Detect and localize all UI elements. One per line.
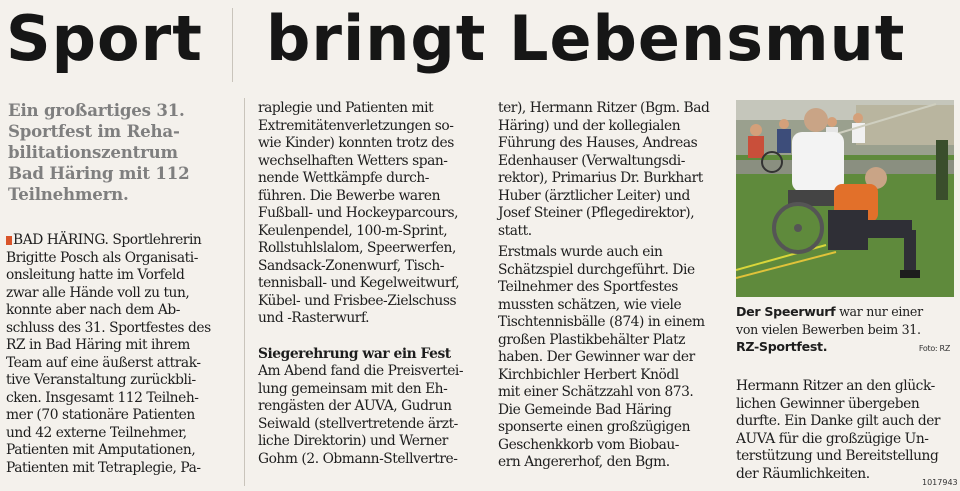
text-line: konnte aber nach dem Ab- [6, 302, 180, 318]
text-line: wechselhaften Wetters span- [258, 152, 448, 169]
photo-credit: Foto: RZ [918, 344, 950, 353]
text-line: Sandsack-Zonenwurf, Tisch- [258, 257, 444, 274]
text-line: Kirchbichler Herbert Knödl [498, 366, 679, 383]
text-line: Erstmals wurde auch ein [498, 244, 663, 260]
text-line: mussten schätzen, wie viele [498, 296, 682, 313]
text-line: und 42 externe Teilnehmer, [6, 424, 187, 441]
subheadline-line: Sportfest im Reha- [8, 121, 180, 141]
text-line: AUVA für die großzügige Un- [736, 430, 929, 447]
text-line: onsleitung hatte im Vorfeld [6, 267, 185, 283]
section-heading: Siegerehrung war ein Fest [258, 345, 451, 362]
marker-icon [6, 236, 12, 245]
text-line: Keulenpendel, 100-m-Sprint, [258, 222, 448, 239]
caption-text: war nur einer [839, 304, 923, 319]
text-line: nende Wettkämpfe durch- [258, 170, 430, 186]
text-line: Seiwald (stellvertretende ärzt- [258, 415, 458, 432]
text-line: tennisball- und Kegelweitwurf, [258, 275, 460, 291]
text-line: Häring) und der kollegialen [498, 117, 681, 134]
text-line: zwar alle Hände voll zu tun, [6, 284, 190, 301]
text-line: Die Gemeinde Bad Häring [498, 401, 672, 418]
caption-line: von vielen Bewerben beim 31. [736, 321, 921, 337]
column-4 [736, 378, 954, 483]
text-line: statt. [498, 222, 532, 239]
text-line: Tischtennisbälle (874) in einem [498, 314, 705, 330]
text-line [6, 232, 222, 250]
text-line: durfte. Ein Danke gilt auch der [736, 413, 941, 429]
text-line: Josef Steiner (Pflegedirektor), [498, 205, 695, 221]
text-line: Patienten mit Amputationen, [6, 442, 196, 458]
text-line: Patienten mit Tetraplegie, Pa- [6, 459, 201, 476]
text-line: ter), Hermann Ritzer (Bgm. Bad [498, 100, 710, 116]
text-line: Gohm (2. Obmann-Stellvertre- [258, 450, 458, 467]
text-line: Teilnehmer des Sportfestes [498, 279, 678, 295]
text-line: lichen Gewinner übergeben [736, 395, 920, 412]
dateline-text: BAD HÄRING. Sportlehrerin [13, 232, 202, 248]
caption-line [736, 303, 954, 321]
column-3 [498, 100, 720, 472]
text-line: der Räumlichkeiten. [736, 465, 870, 482]
article-photo [736, 100, 954, 297]
text-line: Huber (ärztlicher Leiter) und [498, 187, 690, 204]
text-line: großen Plastikbehälter Platz [498, 331, 686, 348]
text-line: Am Abend fand die Preisvertei- [258, 363, 464, 379]
column-divider [244, 98, 245, 486]
text-line: liche Direktorin) und Werner [258, 433, 448, 449]
text-line: Führung des Hauses, Andreas [498, 135, 698, 151]
text-line: cken. Insgesamt 112 Teilneh- [6, 389, 199, 406]
column-1 [6, 232, 222, 477]
subheadline-line: Ein großartiges 31. [8, 100, 185, 120]
text-line: schluss des 31. Sportfestes des [6, 319, 211, 336]
subheadline-line: Bad Häring mit 112 [8, 163, 190, 183]
text-line: wie Kinder) konnten trotz des [258, 135, 454, 151]
caption-bold: Der Speerwurf [736, 304, 836, 319]
article-code: 1017943 [922, 478, 958, 487]
text-line: rektor), Primarius Dr. Burkhart [498, 170, 703, 186]
caption-line [736, 338, 954, 356]
text-line: haben. Der Gewinner war der [498, 349, 695, 365]
subheadline-line: Teilnehmern. [8, 184, 129, 204]
text-line: Hermann Ritzer an den glück- [736, 378, 935, 394]
text-line: Rollstuhlslalom, Speerwerfen, [258, 240, 456, 256]
text-line: führen. Die Bewerbe waren [258, 187, 441, 204]
caption-text: RZ-Sportfest. [736, 339, 828, 354]
text-line: RZ in Bad Häring mit ihrem [6, 337, 190, 353]
text-line: mer (70 stationäre Patienten [6, 407, 195, 423]
text-line: Fußball- und Hockeyparcours, [258, 205, 459, 221]
text-line: Team auf eine äußerst attrak- [6, 354, 201, 371]
text-line: lung gemeinsam mit den Eh- [258, 380, 448, 397]
text-line: sponserte einen großzügigen [498, 419, 691, 435]
text-line: Brigitte Posch als Organisati- [6, 249, 198, 266]
subheadline-line: bilitationszentrum [8, 142, 178, 162]
subheadline [8, 100, 224, 205]
headline-rest: bringt Lebensmut [266, 2, 906, 75]
text-line: terstützung und Bereitstellung [736, 448, 939, 464]
headline-divider [232, 8, 233, 82]
text-line: mit einer Schätzzahl von 873. [498, 384, 694, 400]
photo-caption [736, 303, 954, 356]
javelin-photo-illustration [736, 100, 954, 297]
headline-sport: Sport [6, 2, 203, 75]
text-line: raplegie und Patienten mit [258, 100, 434, 116]
text-line: Schätzspiel durchgeführt. Die [498, 261, 695, 278]
text-line: ern Angererhof, den Bgm. [498, 454, 670, 470]
text-line: und -Rasterwurf. [258, 310, 370, 326]
text-line: Edenhauser (Verwaltungsdi- [498, 152, 685, 169]
text-line: Kübel- und Frisbee-Zielschuss [258, 292, 457, 309]
column-2 [258, 100, 478, 468]
text-line: Geschenkkorb vom Biobau- [498, 436, 680, 453]
text-line: Extremitätenverletzungen so- [258, 117, 454, 134]
text-line: rengästen der AUVA, Gudrun [258, 398, 452, 414]
text-line: tive Veranstaltung zurückbli- [6, 372, 196, 388]
